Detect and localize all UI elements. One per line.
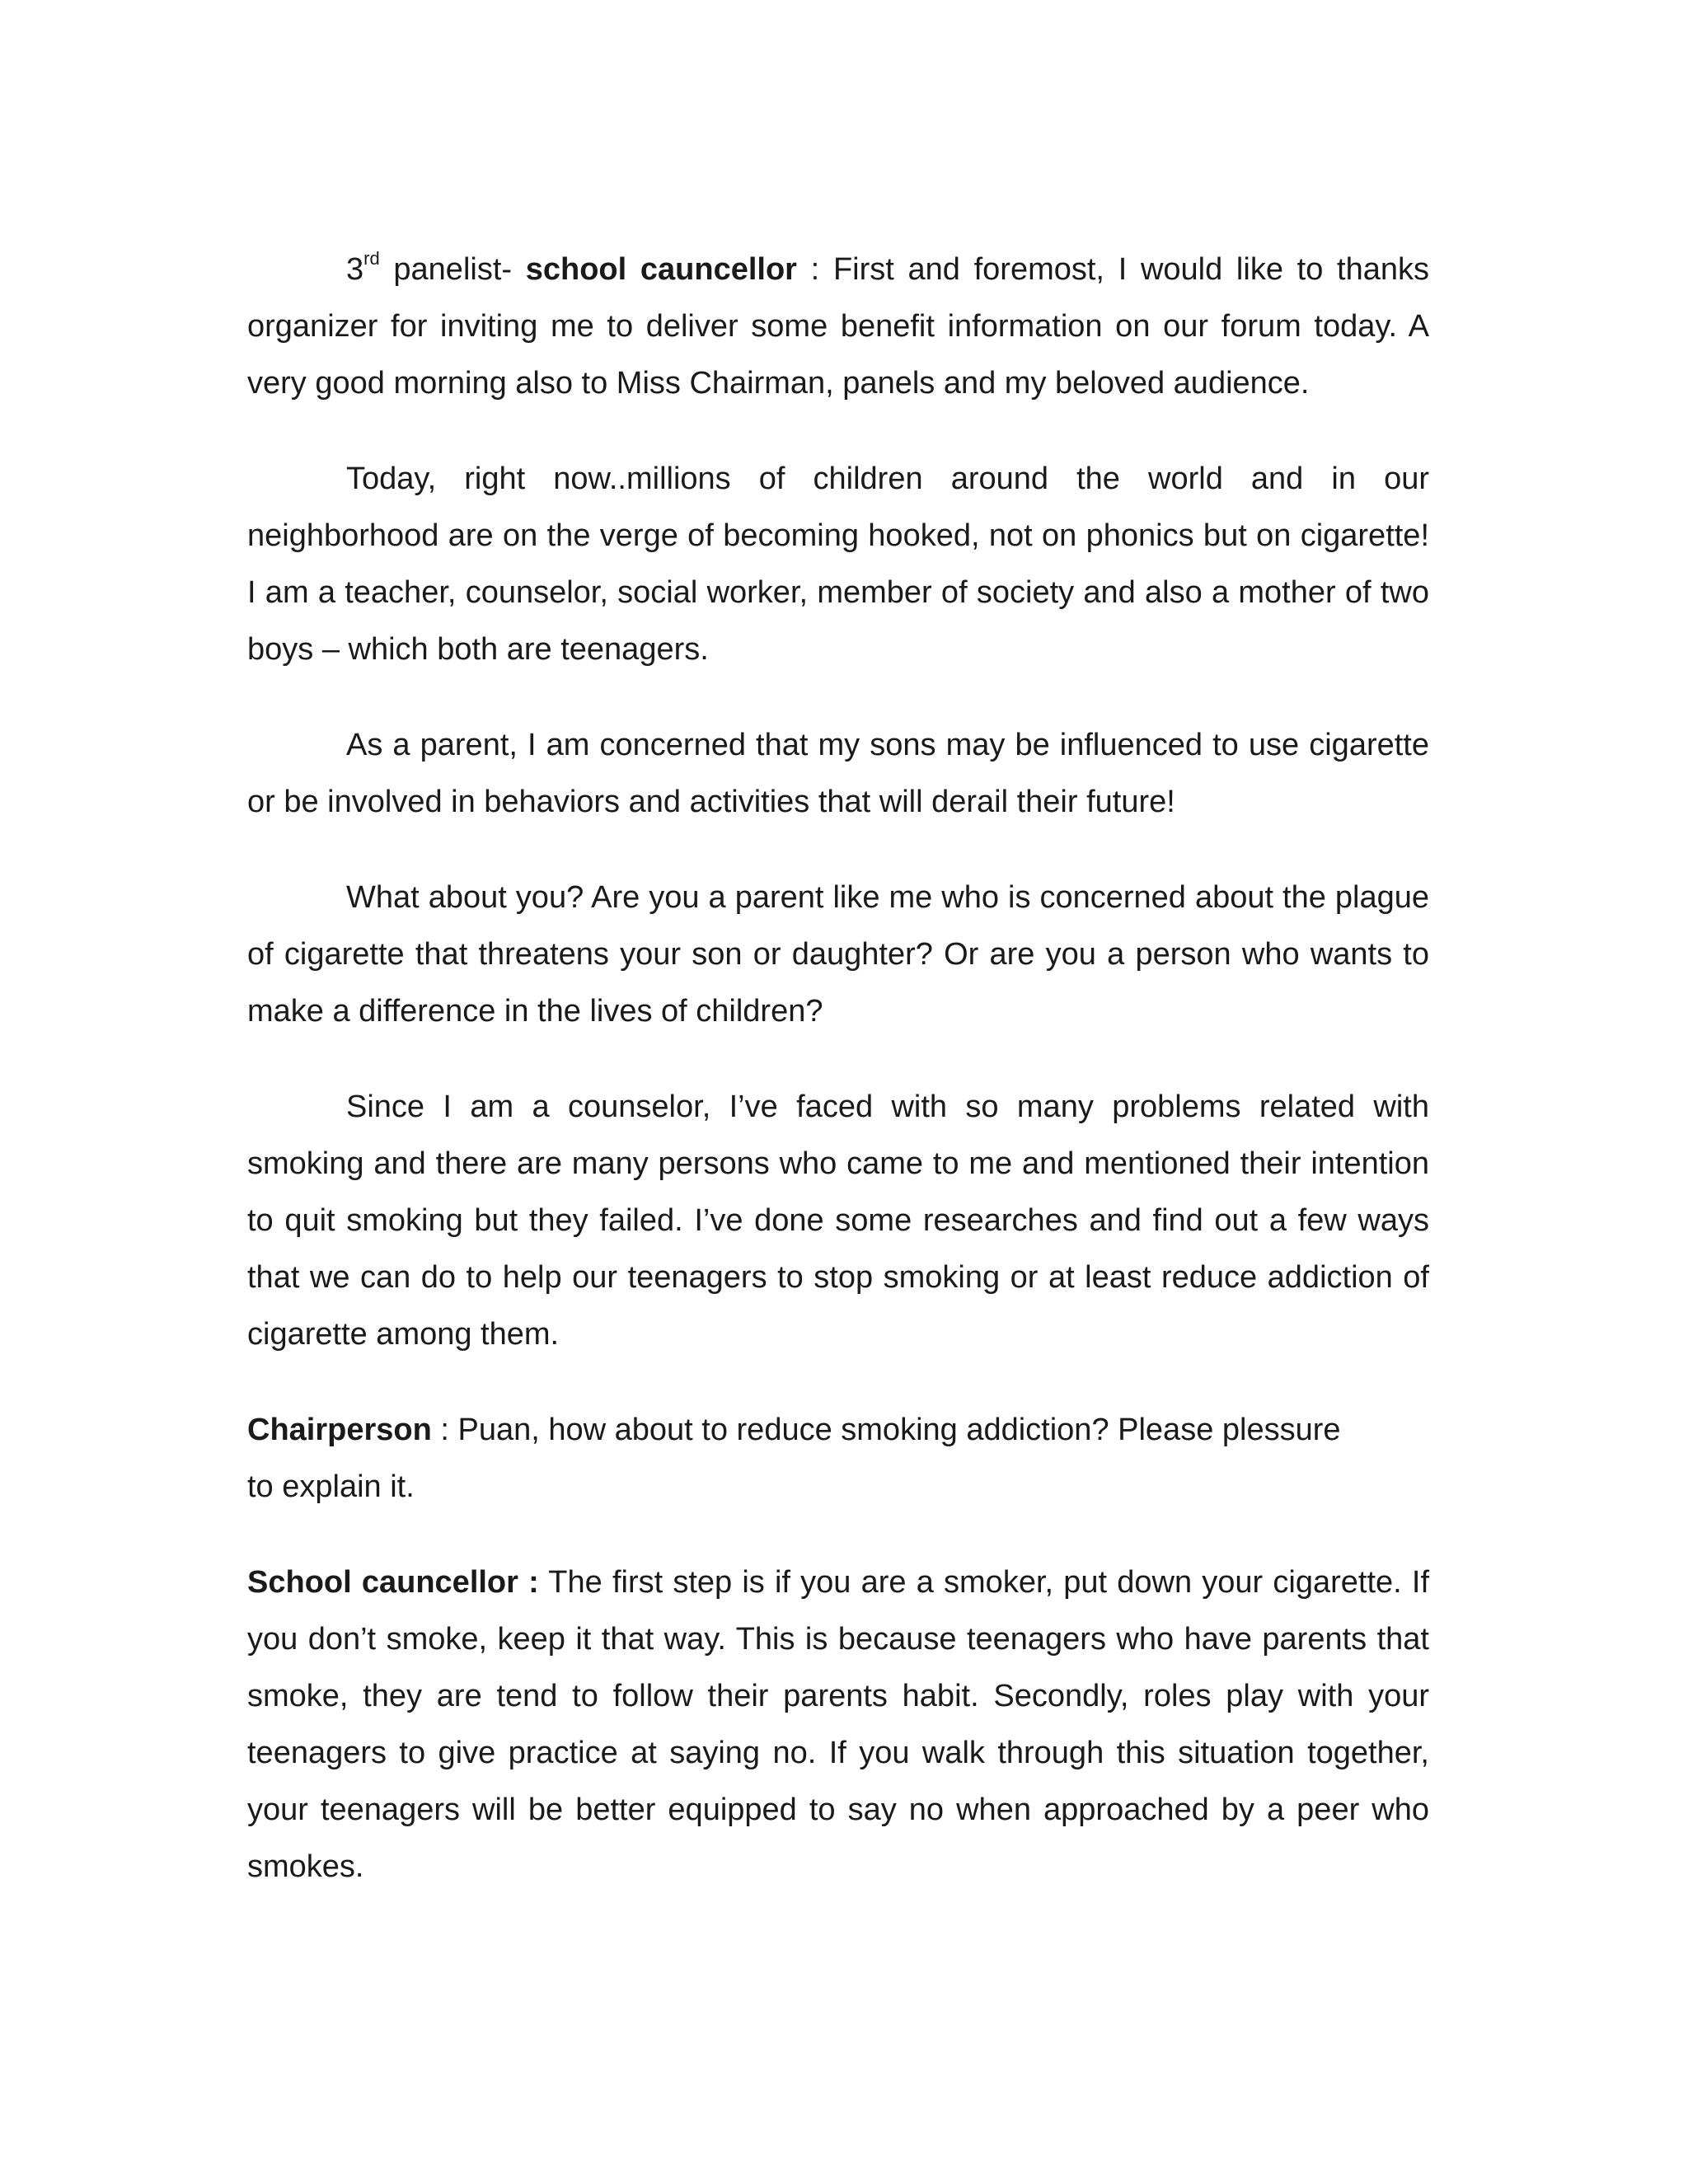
paragraph-cauncellor-answer [247,1554,1429,1896]
ordinal-suffix: rd [363,248,380,269]
document-body [247,241,1429,1934]
cauncellor-answer-text: The first step is if you are a smoker, put down your cigarette. If you don’t smoke, keep it that way. This is because teenagers who have parents that smoke, they are tend to follow their parents habit. Secondly, roles play with your teenagers to give practice at saying no. If you walk through this situation together, your teenagers will be better equipped to say no when approached by a peer who smokes. [247,1565,1429,1884]
paragraph-chairperson [247,1402,1429,1516]
speaker-school-cauncellor-answer: School cauncellor : [247,1565,539,1600]
paragraph-parent: As a parent, I am concerned that my sons may be influenced to use cigarette or be involved in behaviors and activities that will derail their future! [247,728,1429,819]
paragraph-counselor: Since I am a counselor, I’ve faced with so many problems related with smoking and there are many persons who came to me and mentioned their intention to quit smoking but they failed. I’ve done some researches and find out a few ways that we can do to help our teenagers to stop smoking or at least reduce addiction of cigarette among them. [247,1090,1429,1352]
panelist-label: panelist- [379,252,526,287]
chairperson-question-line2: to explain it. [247,1469,415,1504]
paragraph-intro-text: : First and foremost, I would like to thanks organizer for inviting me to deliver some benefit information on our forum today. A very good morning also to Miss Chairman, panels and my beloved audience. [247,252,1430,401]
chairperson-question-line1: : Puan, how about to reduce smoking addiction? Please plessure [431,1413,1341,1447]
speaker-school-cauncellor: school cauncellor [525,252,797,287]
paragraph-intro [247,241,1429,412]
ordinal-number: 3 [346,252,364,287]
speaker-chairperson: Chairperson [247,1413,432,1447]
paragraph-today: Today, right now..millions of children around the world and in our neighborhood are on the verge of becoming hooked, not on phonics but on cigarette! I am a teacher, counselor, social worker, member of society and also a mother of two boys – which both are teenagers. [247,462,1429,667]
paragraph-what-about-you: What about you? Are you a parent like me who is concerned about the plague of cigarette that threatens your son or daughter? Or are you a person who wants to make a difference in the lives of children? [247,880,1429,1029]
